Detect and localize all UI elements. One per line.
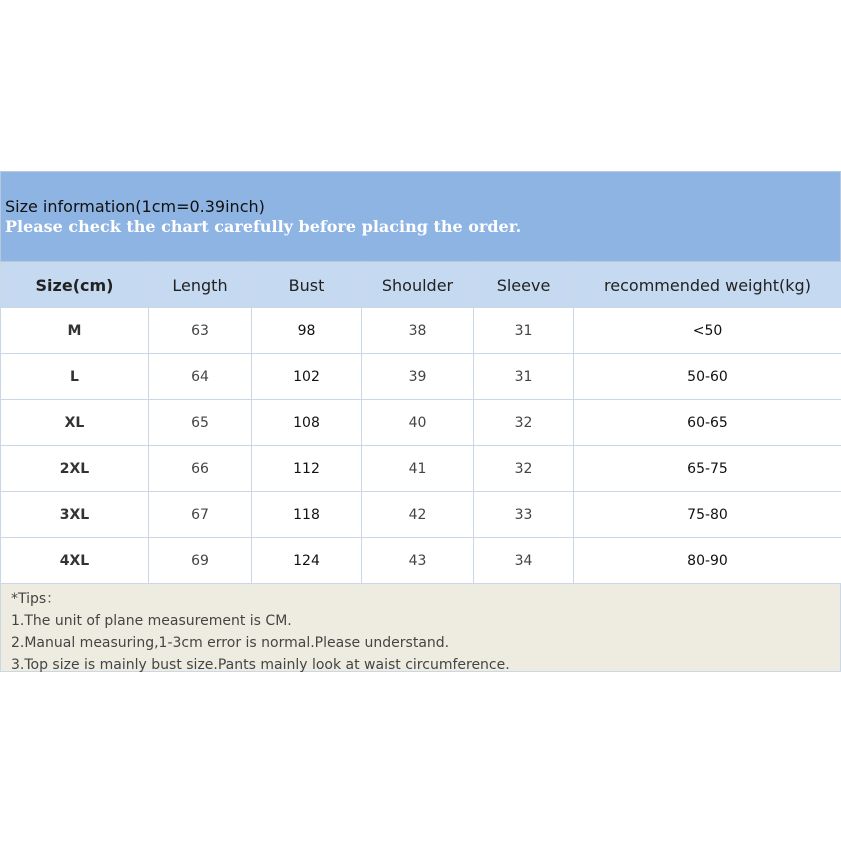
tips-title: *Tips： — [11, 591, 61, 607]
cell-shoulder: 42 — [362, 492, 474, 538]
header-bust: Bust — [252, 263, 362, 308]
cell-size: 3XL — [1, 492, 149, 538]
cell-sleeve: 32 — [474, 446, 574, 492]
cell-length: 69 — [149, 538, 252, 584]
cell-weight: <50 — [574, 308, 841, 354]
cell-bust: 112 — [252, 446, 362, 492]
cell-size: 2XL — [1, 446, 149, 492]
header-shoulder: Shoulder — [362, 263, 474, 308]
table-row — [1, 354, 841, 400]
cell-length: 65 — [149, 400, 252, 446]
cell-weight: 50-60 — [574, 354, 841, 400]
cell-bust: 102 — [252, 354, 362, 400]
cell-weight: 75-80 — [574, 492, 841, 538]
cell-sleeve: 31 — [474, 354, 574, 400]
cell-bust: 118 — [252, 492, 362, 538]
tip-item: 3.Top size is mainly bust size.Pants mainly look at waist circumference. — [11, 657, 510, 673]
cell-length: 66 — [149, 446, 252, 492]
size-info-banner — [0, 171, 841, 262]
tips-panel — [0, 584, 841, 672]
cell-weight: 80-90 — [574, 538, 841, 584]
header-length: Length — [149, 263, 252, 308]
cell-bust: 98 — [252, 308, 362, 354]
cell-size: L — [1, 354, 149, 400]
cell-shoulder: 38 — [362, 308, 474, 354]
cell-size: M — [1, 308, 149, 354]
cell-weight: 65-75 — [574, 446, 841, 492]
cell-length: 64 — [149, 354, 252, 400]
cell-size: XL — [1, 400, 149, 446]
cell-length: 63 — [149, 308, 252, 354]
tip-item: 2.Manual measuring,1-3cm error is normal.Please understand. — [11, 635, 450, 651]
cell-bust: 124 — [252, 538, 362, 584]
cell-weight: 60-65 — [574, 400, 841, 446]
cell-sleeve: 32 — [474, 400, 574, 446]
cell-shoulder: 39 — [362, 354, 474, 400]
table-row — [1, 538, 841, 584]
cell-shoulder: 43 — [362, 538, 474, 584]
table-row — [1, 492, 841, 538]
table-header-row — [1, 263, 841, 308]
table-row — [1, 400, 841, 446]
header-size: Size(cm) — [1, 263, 149, 308]
header-weight: recommended weight(kg) — [574, 263, 841, 308]
cell-size: 4XL — [1, 538, 149, 584]
cell-sleeve: 34 — [474, 538, 574, 584]
cell-shoulder: 41 — [362, 446, 474, 492]
table-row — [1, 446, 841, 492]
order-notice: Please check the chart carefully before placing the order. — [5, 217, 522, 236]
tip-item: 1.The unit of plane measurement is CM. — [11, 613, 292, 629]
cell-length: 67 — [149, 492, 252, 538]
table-row — [1, 308, 841, 354]
cell-sleeve: 31 — [474, 308, 574, 354]
cell-bust: 108 — [252, 400, 362, 446]
header-sleeve: Sleeve — [474, 263, 574, 308]
size-info-title: Size information(1cm=0.39inch) — [5, 197, 265, 216]
size-table — [0, 262, 841, 584]
cell-sleeve: 33 — [474, 492, 574, 538]
cell-shoulder: 40 — [362, 400, 474, 446]
size-chart — [0, 171, 841, 672]
